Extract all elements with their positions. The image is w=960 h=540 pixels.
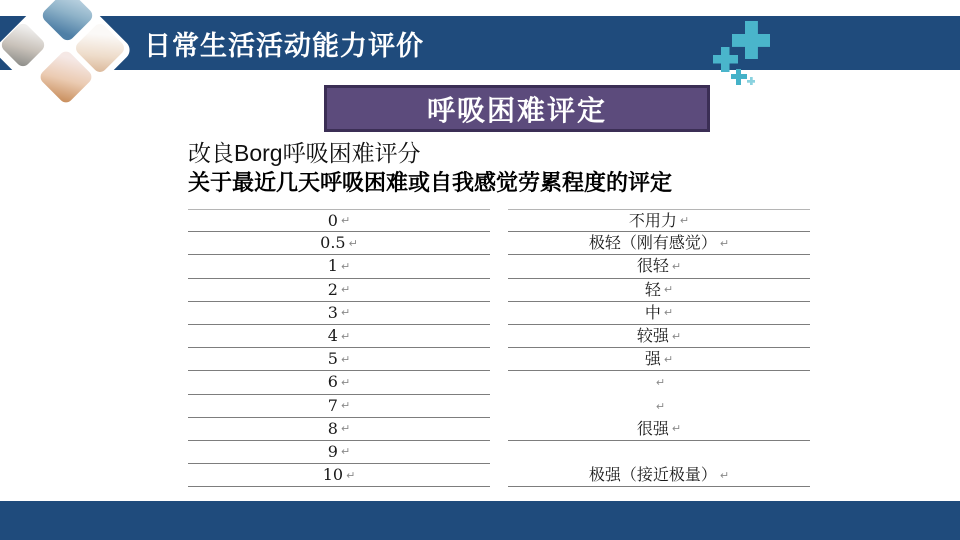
desc-cell [508, 441, 810, 464]
paragraph-mark: ↵ [340, 399, 351, 413]
paragraph-mark: ↵ [340, 352, 351, 366]
score-cell [188, 279, 490, 302]
paragraph-mark: ↵ [655, 376, 666, 390]
desc-cell-text: 很强 [636, 418, 669, 438]
paragraph-mark: ↵ [346, 468, 356, 482]
score-cell [188, 232, 490, 255]
score-cell-text: 4 [327, 326, 338, 346]
paragraph-mark: ↵ [340, 329, 351, 343]
paragraph-mark: ↵ [340, 283, 351, 297]
score-cell [188, 348, 490, 371]
paragraph-mark: ↵ [340, 259, 351, 273]
desc-cell [508, 232, 810, 255]
paragraph-mark: ↵ [671, 422, 682, 436]
desc-cell-text: 较强 [636, 326, 669, 346]
intro-line-2: 关于最近几天呼吸困难或自我感觉劳累程度的评定 [188, 170, 673, 195]
desc-cell [508, 302, 810, 325]
score-cell-text: 6 [327, 372, 338, 392]
paragraph-mark: ↵ [340, 306, 351, 320]
score-cell [188, 255, 490, 278]
score-cell-text: 5 [327, 349, 338, 369]
paragraph-mark: ↵ [655, 399, 666, 413]
paragraph-mark: ↵ [719, 236, 730, 250]
score-cell-text: 7 [327, 395, 338, 415]
footer-bar [0, 501, 960, 540]
paragraph-mark: ↵ [348, 236, 358, 250]
score-cell-text: 0.5 [320, 233, 346, 253]
paragraph-mark: ↵ [663, 352, 674, 366]
desc-cell [508, 325, 810, 348]
desc-cell [508, 418, 810, 441]
slide-header-title: 日常生活活动能力评价 [144, 30, 424, 61]
paragraph-mark: ↵ [671, 329, 682, 343]
plus-icon [747, 77, 755, 85]
desc-cell [508, 255, 810, 278]
desc-cell-text: 强 [644, 349, 661, 369]
paragraph-mark: ↵ [679, 214, 690, 228]
paragraph-mark: ↵ [340, 422, 351, 436]
desc-cell [508, 348, 810, 371]
score-cell-text: 2 [327, 279, 338, 299]
desc-cell-text: 中 [644, 302, 661, 322]
score-cell [188, 418, 490, 441]
paragraph-mark: ↵ [340, 214, 351, 228]
desc-cell [508, 464, 810, 487]
score-cell [188, 395, 490, 418]
intro-text [188, 139, 672, 197]
paragraph-mark: ↵ [340, 445, 351, 459]
score-cell [188, 302, 490, 325]
score-cell [188, 209, 490, 232]
desc-cell [508, 395, 810, 418]
desc-cell [508, 279, 810, 302]
desc-cell [508, 209, 810, 232]
paragraph-mark: ↵ [663, 283, 674, 297]
borg-table [188, 209, 810, 487]
score-cell [188, 441, 490, 464]
desc-cell-text: 不用力 [628, 210, 677, 230]
paragraph-mark: ↵ [719, 468, 730, 482]
paragraph-mark: ↵ [663, 306, 674, 320]
score-cell [188, 325, 490, 348]
score-cell [188, 371, 490, 394]
score-cell-text: 10 [322, 465, 344, 485]
score-cell-text: 0 [327, 210, 338, 230]
score-cell-text: 1 [327, 256, 338, 276]
photo-collage [0, 0, 150, 115]
score-cell-text: 3 [327, 302, 338, 322]
section-banner [324, 85, 710, 132]
score-cell-text: 8 [327, 418, 338, 438]
paragraph-mark: ↵ [340, 375, 351, 389]
desc-cell-text: 极强（接近极量） [588, 465, 717, 485]
desc-cell-text: 极轻（刚有感觉） [588, 233, 717, 253]
desc-cell [508, 371, 810, 394]
desc-cell-text: 轻 [644, 279, 661, 299]
score-cell [188, 464, 490, 487]
plus-icon [731, 69, 747, 85]
intro-line-1: 改良Borg呼吸困难评分 [188, 140, 421, 166]
desc-cell-text: 很轻 [636, 256, 669, 276]
paragraph-mark: ↵ [671, 259, 682, 273]
score-cell-text: 9 [327, 441, 338, 461]
section-banner-title: 呼吸困难评定 [426, 94, 607, 126]
